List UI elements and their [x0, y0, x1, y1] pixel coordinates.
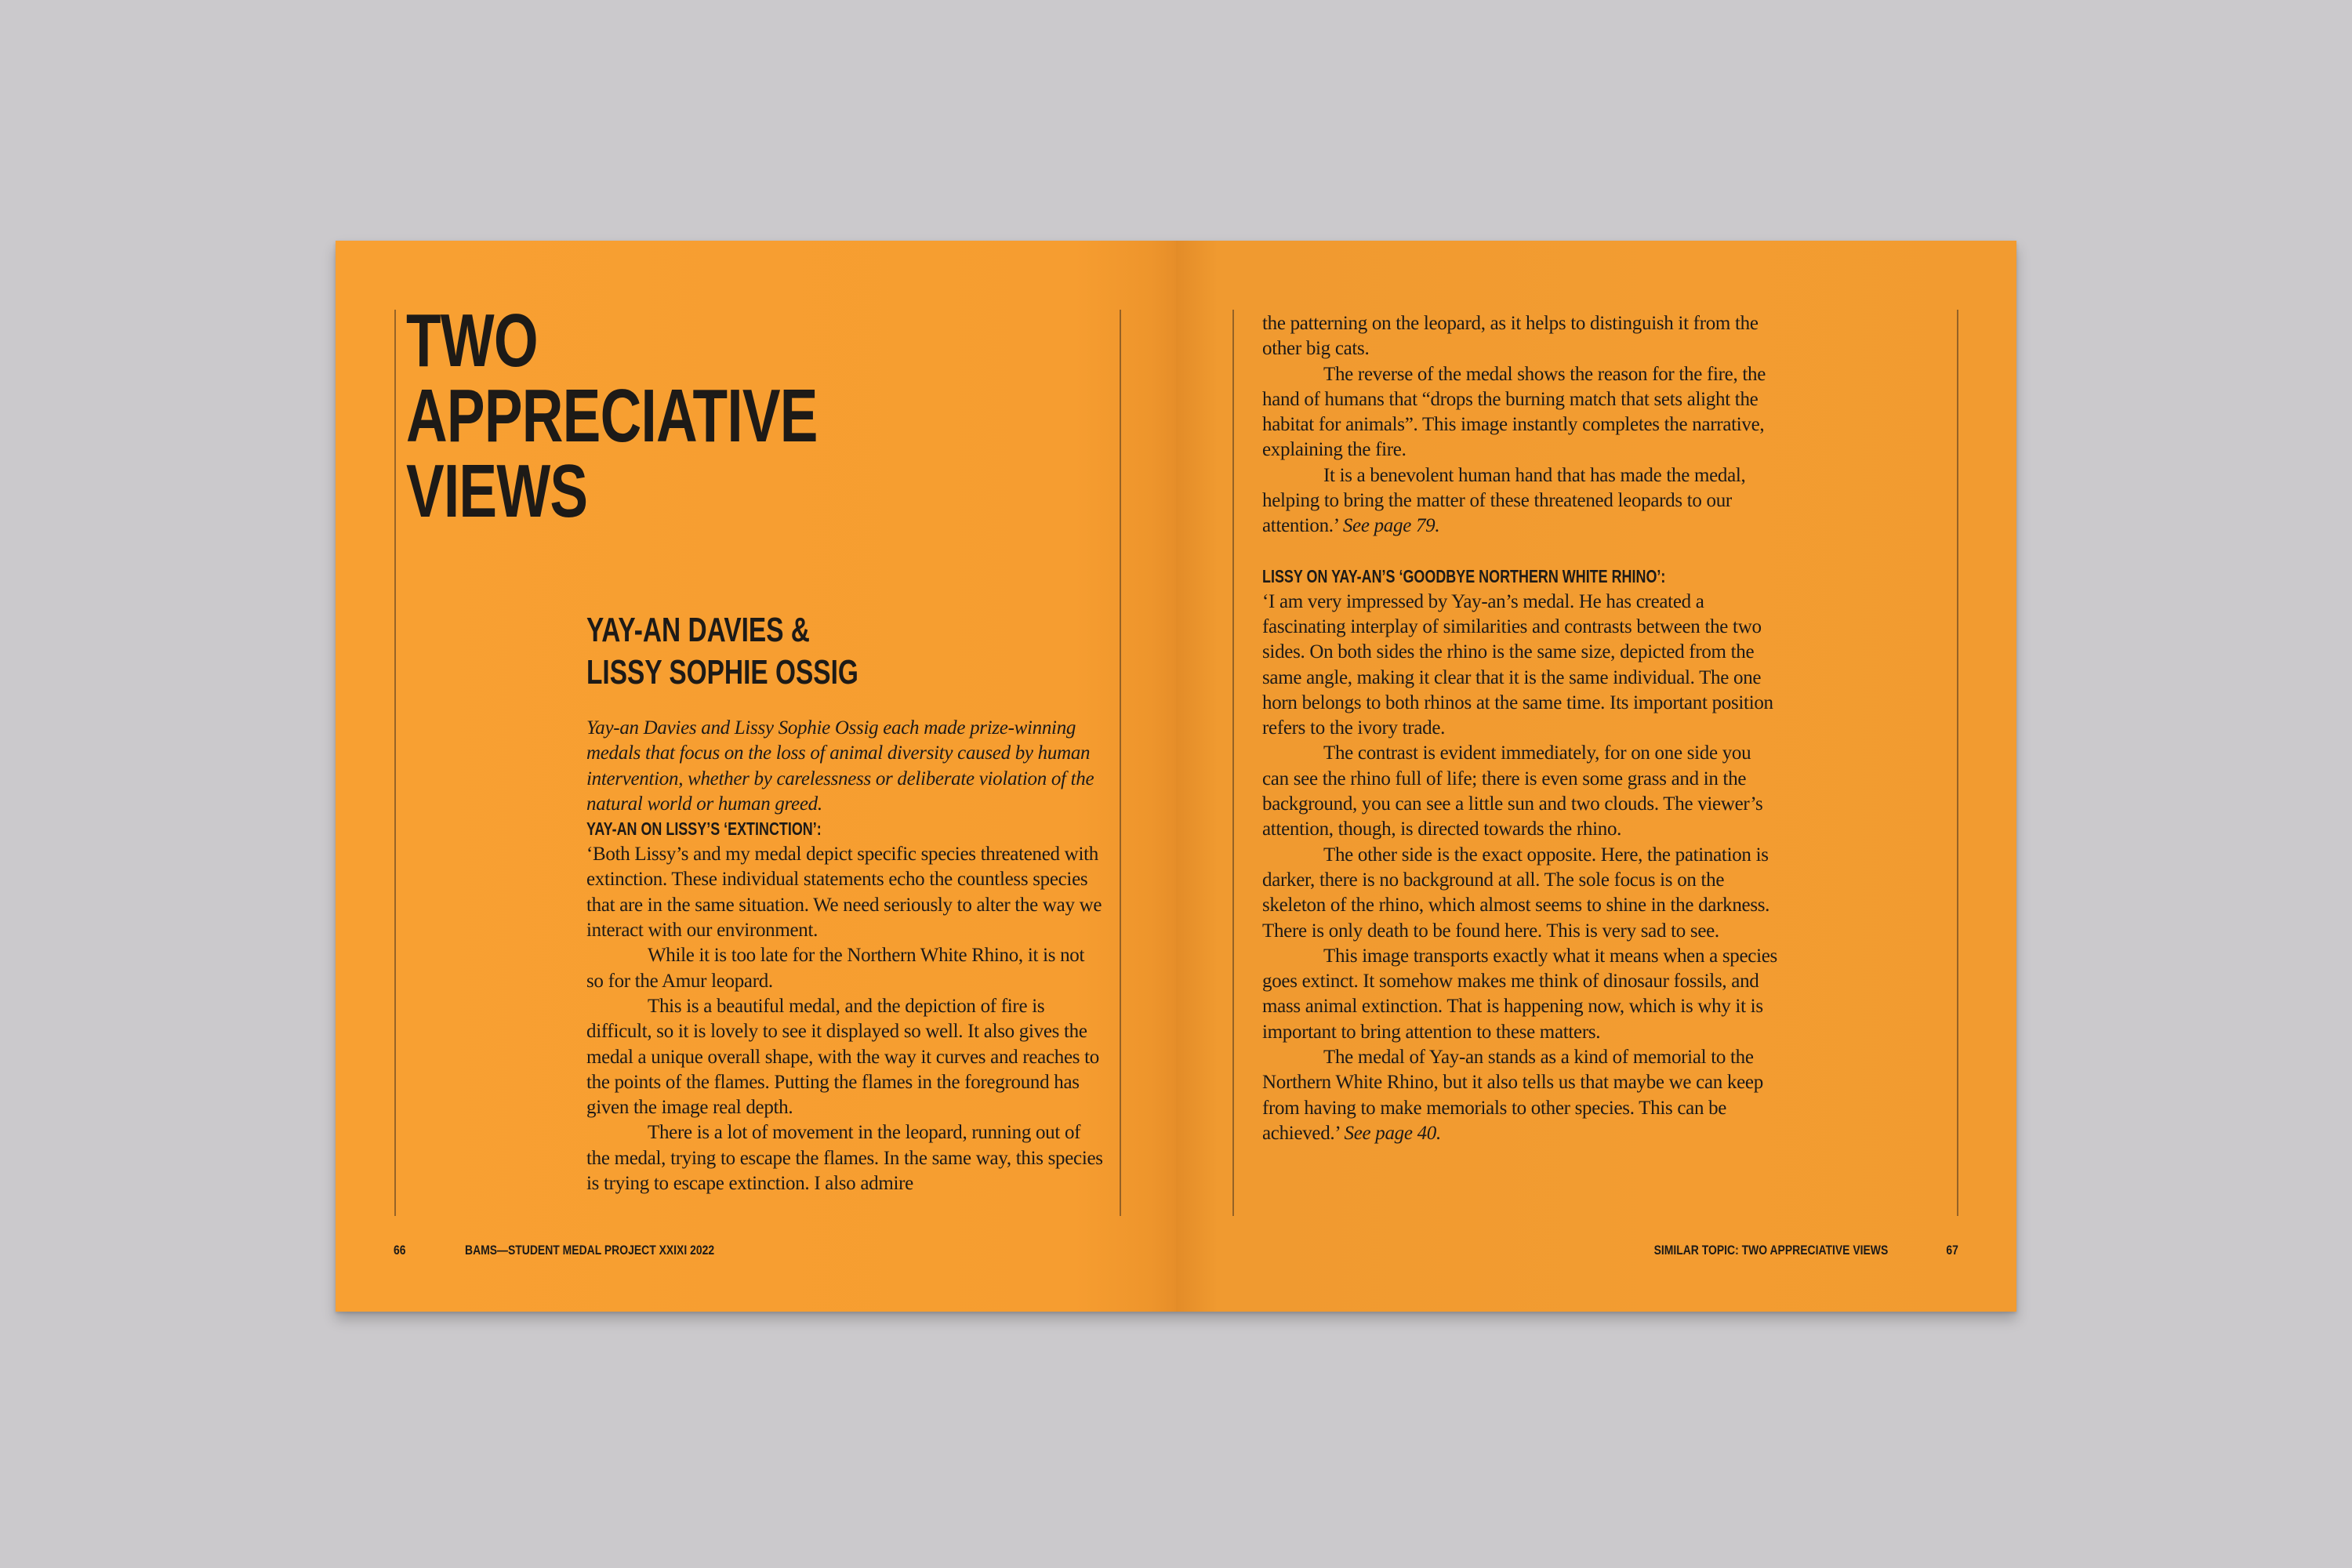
authors-line: YAY-AN DAVIES & — [586, 611, 810, 649]
left-inner-rule — [1120, 310, 1121, 1216]
body-paragraph: While it is too late for the Northern White Rhino, it is not so for the Amur leopard. — [586, 945, 1085, 992]
body-paragraph-with-ref — [1262, 463, 1780, 539]
left-page — [336, 241, 1176, 1312]
section-subhead: LISSY ON YAY-AN’S ‘GOODBYE NORTHERN WHITE RHINO’: — [1262, 565, 1666, 586]
left-outer-rule — [394, 310, 396, 1216]
running-footer-left: BAMS—STUDENT MEDAL PROJECT XXIXI 2022 — [465, 1243, 715, 1258]
section-subhead: YAY-AN ON LISSY’S ‘EXTINCTION’: — [586, 818, 822, 840]
authors-heading — [586, 609, 858, 694]
paragraph-gap — [1262, 539, 1780, 564]
page-title — [406, 299, 818, 533]
left-text-column — [586, 716, 1105, 1196]
body-paragraph: There is a lot of movement in the leopard, running out of the medal, trying to escape the flames. In the same way, this species is trying to escape extinction. I also admire — [586, 1122, 1103, 1195]
authors-line: LISSY SOPHIE OSSIG — [586, 653, 858, 691]
body-paragraph: This is a beautiful medal, and the depiction of fire is difficult, so it is lovely to see it displayed so well. It also gives the medal a unique overall shape, with the way it curves and reaches to the points of the flames. Putting the flames in the foreground has given the image real depth. — [586, 995, 1099, 1119]
right-outer-rule — [1957, 310, 1958, 1216]
body-paragraph: the patterning on the leopard, as it helps to distinguish it from the other big cats. — [1262, 313, 1759, 360]
right-text-column — [1262, 311, 1780, 1146]
body-paragraph: The contrast is evident immediately, for on one side you can see the rhino full of life; there is even some grass and in the background, you can see a little sun and two clouds. The viewer’s attention, though, is directed towards the rhino. — [1262, 742, 1763, 840]
body-paragraph: The reverse of the medal shows the reason for the fire, the hand of humans that “drops the burning match that sets alight the habitat for animals”. This image instantly completes the narrative, explaining the fire. — [1262, 363, 1766, 461]
body-paragraph: ‘I am very impressed by Yay-an’s medal. He has created a fascinating interplay of similarities and contrasts between the two sides. On both sides the rhino is the same size, depicted from the same angle, making it clear that it is the same individual. The one horn belongs to both rhinos at the same time. Its important position refers to the ivory trade. — [1262, 590, 1773, 739]
body-paragraph: The other side is the exact opposite. Here, the patination is darker, there is no background at all. The sole focus is on the skeleton of the rhino, which almost seems to shine in the darkness. There is only death to be found here. This is very sad to see. — [1262, 844, 1770, 942]
page-reference: See page 79. — [1342, 515, 1440, 537]
running-footer-right: SIMILAR TOPIC: TWO APPRECIATIVE VIEWS — [1653, 1243, 1888, 1258]
title-line: VIEWS — [406, 449, 588, 533]
body-paragraph: This image transports exactly what it means when a species goes extinct. It somehow makes me think of dinosaur fossils, and mass animal extinction. That is happening now, which is why it is important to bring attention to these matters. — [1262, 945, 1777, 1043]
page-number-right: 67 — [1946, 1243, 1958, 1258]
page-number-left: 66 — [394, 1243, 406, 1258]
right-inner-rule — [1232, 310, 1234, 1216]
title-line: TWO — [406, 299, 538, 383]
body-paragraph-with-ref — [1262, 1045, 1780, 1146]
paragraph-text: The medal of Yay-an stands as a kind of memorial to the Northern White Rhino, but it also tells us that maybe we can keep from having to make memorials to other species. This can be achieved.’ — [1262, 1047, 1763, 1144]
right-page — [1176, 241, 2016, 1312]
book-spread — [336, 241, 2016, 1312]
page-reference: See page 40. — [1344, 1122, 1441, 1144]
title-line: APPRECIATIVE — [406, 374, 818, 458]
body-paragraph: ‘Both Lissy’s and my medal depict specific species threatened with extinction. These individual statements echo the countless species that are in the same situation. We need seriously to alter the way we interact with our environment. — [586, 844, 1102, 942]
paragraph-text: It is a benevolent human hand that has made the medal, helping to bring the matter of these threatened leopards to our attention.’ — [1262, 464, 1746, 537]
intro-paragraph: Yay-an Davies and Lissy Sophie Ossig each made prize-winning medals that focus on the loss of animal diversity caused by human intervention, whether by carelessness or deliberate violation of the natural world or human greed. — [586, 717, 1094, 815]
